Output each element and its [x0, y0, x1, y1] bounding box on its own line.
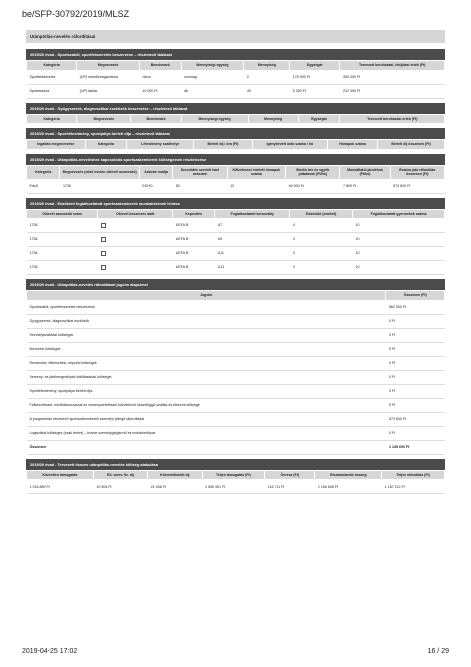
section-title: 2019/20 évad - Sportlétesítmény, sportpálya bérleti díja – részletező táblázat [26, 128, 445, 139]
table-cell: Felkészítéssel, edzőtáborozással az versenyeztetéssel közvetlenül összefüggő szállás és étkezés költsége [27, 398, 386, 412]
equipment-table [26, 60, 445, 99]
table-cell: 3 [290, 261, 353, 275]
table-row [27, 261, 445, 275]
table-cell: Sportszakői, sportfelszerelés beszerzése [27, 300, 386, 314]
column-header: Megnevezés (edző esetén oklevél azonosító) [60, 165, 139, 179]
column-header: Benchmark [131, 114, 181, 124]
section-title: 2019/20 évad - Sportszakői, sportfelszerelés beszerzése – részletező táblázat [26, 49, 445, 60]
table-cell: 1736 [27, 247, 98, 261]
column-header: Edzésidő (óra/hét) [290, 209, 353, 219]
table-cell: 10 [353, 261, 445, 275]
diploma-pending-cell [98, 233, 173, 247]
table-row [27, 84, 445, 98]
table-cell: 350 000 Ft [340, 70, 445, 84]
table-cell: Sporteszköz [27, 84, 77, 98]
table-header-row [27, 114, 445, 124]
column-header: Létesítmény szakhelye [127, 140, 194, 150]
table-cell: UEFA B [173, 247, 215, 261]
table-cell: 1 018 889 Ft [27, 480, 94, 494]
table-cell: 1736 [60, 179, 139, 193]
section-sport-equipment [26, 49, 445, 99]
column-header: Bérleti díj összesen (Ft) [378, 140, 445, 150]
section-facility-rental [26, 128, 445, 150]
table-cell: 3 [290, 247, 353, 261]
diploma-pending-checkbox[interactable] [101, 251, 106, 256]
table-row [27, 219, 445, 233]
table-cell: UEFA B [173, 233, 215, 247]
column-header: Mennyiségi egység [181, 114, 248, 124]
table-cell: 1 050 401 Ft [202, 480, 265, 494]
diploma-pending-cell [98, 247, 173, 261]
table-cell: U13 [215, 261, 290, 275]
column-header: Ell. szerv. fiz. díj [93, 470, 147, 480]
table-cell: EKHO [139, 179, 172, 193]
column-header: Mennyiség [244, 61, 290, 71]
table-cell: 10 000 Ft [139, 84, 181, 98]
medicine-table [26, 114, 445, 125]
column-header: Szerződés szerinti havi óraszám [173, 165, 227, 179]
column-header: Tervezett beruházási érték (Ft) [340, 114, 445, 124]
column-header: Igénybevett órák száma / hó [252, 140, 327, 150]
diploma-pending-checkbox[interactable] [101, 265, 106, 270]
table-cell: Sportlétesítmény, sportpálya bérleti díja [27, 384, 386, 398]
table-cell: A programban résztvevő sportszakemberek személyi jellegű ráfordításai [27, 412, 386, 426]
column-header: Mennyiségi egység [181, 61, 244, 71]
total-cost-table [26, 470, 445, 495]
column-header: Kategória [27, 114, 77, 124]
column-header: Kifizetéssel érintett hónapok száma [227, 165, 286, 179]
column-header: Képesítés [173, 209, 215, 219]
column-header: Kategória [27, 61, 77, 71]
column-header: Bérleti díj / óra (Ft) [194, 140, 253, 150]
column-header: Elszámolandó összeg [315, 470, 382, 480]
total-value: 1 135 600 Ft [386, 440, 445, 454]
diploma-pending-cell [98, 219, 173, 233]
table-cell: UEFA B [173, 219, 215, 233]
section-title: 2019/20 évad - Utánpótlás-neveléshez kapcsolódó sportszakemberek költségeinek részletezése [26, 154, 445, 165]
document-body [26, 30, 445, 498]
table-cell: 50 [173, 179, 227, 193]
table-row [27, 328, 445, 342]
table-row [27, 179, 445, 193]
section-total-costs [26, 459, 445, 495]
column-header: Megnevezés [77, 61, 140, 71]
section-title: 2019/20 évad - Edzőként foglalkoztatott sportszakemberek munkakörének leírása [26, 198, 445, 209]
footer-date: 2019-04-25 17:02 [22, 648, 78, 655]
column-header: Munkáltatói járulékok (Ft/hó) [340, 165, 390, 179]
column-header: Teljes támogatás (Ft) [202, 470, 265, 480]
table-header-row [27, 165, 445, 179]
column-header: Megnevezés [77, 114, 131, 124]
table-row [27, 426, 445, 440]
table-cell: 0 Ft [386, 342, 445, 356]
section-title: 2019/20 évad - Gyógyszerek, diagnosztikai eszközök beszerzése – részletező táblázat [26, 103, 445, 114]
table-cell: 0 Ft [386, 370, 445, 384]
table-cell: 1 167 112 Ft [382, 480, 445, 494]
rental-table [26, 139, 445, 150]
column-header: Közvetlen támogatás [27, 470, 94, 480]
column-header: Mennyiség [248, 114, 298, 124]
column-header: Összesen (Ft) [386, 291, 445, 301]
table-row [27, 370, 445, 384]
table-cell: 0 Ft [386, 314, 445, 328]
table-cell: 10 [353, 219, 445, 233]
table-cell: 21 008 Ft [148, 480, 202, 494]
table-cell: Gyógyszerek, diagnosztikai eszközök [27, 314, 386, 328]
document-id: be/SFP-30792/2019/MLSZ [22, 9, 130, 19]
column-header: Foglalkoztatott korosztály [215, 209, 290, 219]
table-row [27, 384, 445, 398]
coach-table [26, 209, 445, 276]
section-coach-roles [26, 198, 445, 276]
column-header: Egységár [298, 114, 340, 124]
column-header: Ingatlan megnevezése [27, 140, 86, 150]
table-header-row [27, 209, 445, 219]
column-header: Oklevél beszerzés alatt [98, 209, 173, 219]
staff-cost-table [26, 165, 445, 194]
column-header: Tervezett beruházási, felújítási érték (Ft) [340, 61, 445, 71]
table-cell: Sportfelszerelés [27, 70, 77, 84]
table-header-row [27, 61, 445, 71]
table-cell: Nevezési költségek [27, 342, 386, 356]
table-cell: 4 [290, 219, 353, 233]
table-row [27, 233, 445, 247]
section-medicine [26, 103, 445, 125]
column-header: Benchmark [139, 61, 181, 71]
table-row [27, 300, 445, 314]
table-cell: 1 156 608 Ft [315, 480, 382, 494]
table-row [27, 342, 445, 356]
table-cell: 1736 [27, 261, 98, 275]
table-cell: 0 Ft [386, 384, 445, 398]
column-header: Oklevél azonosító szám [27, 209, 98, 219]
table-cell: 3 [290, 233, 353, 247]
total-row [27, 440, 445, 454]
table-cell: 1736 [27, 233, 98, 247]
diploma-pending-checkbox[interactable] [101, 223, 106, 228]
column-header: Teljes ráfordítás (Ft) [382, 470, 445, 480]
diploma-pending-checkbox[interactable] [101, 237, 106, 242]
table-cell: Rendezési, felkészítési, képzési költségek [27, 356, 386, 370]
section-cost-titles [26, 279, 445, 455]
column-header: Egységár [290, 61, 340, 71]
table-cell: 2 [244, 70, 290, 84]
table-cell: nincs [139, 70, 181, 84]
column-header: Évadra jutó ráfordítás összesen (Ft) [390, 165, 444, 179]
column-header: Hónapok száma [327, 140, 377, 150]
table-cell: 562 000 Ft [386, 300, 445, 314]
column-header: Jogcím [27, 291, 386, 301]
table-header-row [27, 140, 445, 150]
table-cell: 175 000 Ft [290, 70, 340, 84]
table-cell: 10 [353, 247, 445, 261]
table-row [27, 398, 445, 412]
table-cell: Edző [27, 179, 60, 193]
table-cell: (UP) mérkőzésgarnitúra [77, 70, 140, 84]
table-cell: 0 Ft [386, 398, 445, 412]
table-cell: 0 Ft [386, 426, 445, 440]
section-title: 2019/20 évad - Tervezett összes utánpótlás-nevelés költség alakulása [26, 459, 445, 470]
table-row [27, 247, 445, 261]
table-row [27, 314, 445, 328]
table-row [27, 70, 445, 84]
cost-title-table [26, 290, 445, 455]
table-cell: 573 600 Ft [386, 412, 445, 426]
column-header: Kategória [85, 140, 127, 150]
table-cell: U7 [215, 219, 290, 233]
column-header: Önrész (Ft) [265, 470, 315, 480]
table-header-row [27, 470, 445, 480]
table-cell: 40 000 Ft [286, 179, 340, 193]
column-header: Adózás módja [139, 165, 172, 179]
table-cell: csomag [181, 70, 244, 84]
table-cell: 212 000 Ft [340, 84, 445, 98]
diploma-pending-cell [98, 261, 173, 275]
section-title: 2019/20 évad - Utánpótlás-nevelés ráfordításai jogcím alapcímei [26, 279, 445, 290]
table-row [27, 480, 445, 494]
page-number: 16 / 29 [427, 648, 449, 655]
table-cell: db [181, 84, 244, 98]
table-cell: Logisztikai költségek (csak bérlet) – kivéve személygépjármű és motorkerékpár [27, 426, 386, 440]
table-cell: 0 Ft [386, 328, 445, 342]
column-header: Foglalkoztatott gyermekek száma [353, 209, 445, 219]
table-cell: U9 [215, 233, 290, 247]
section-staff-costs [26, 154, 445, 194]
table-row [27, 412, 445, 426]
column-header: Bruttó bér és egyéb juttatások (Ft/hó) [286, 165, 340, 179]
table-cell: 0 Ft [386, 356, 445, 370]
table-cell: Személyszállítási költségek [27, 328, 386, 342]
table-cell: 1736 [27, 219, 98, 233]
page-title: Utánpótlás-nevelés ráfordításai [26, 30, 445, 43]
table-row [27, 356, 445, 370]
total-label: Összesen [27, 440, 386, 454]
column-header: Kategória [27, 165, 60, 179]
table-cell: (UP) labda [77, 84, 140, 98]
table-cell: 10 [353, 233, 445, 247]
table-cell: 5 300 Ft [290, 84, 340, 98]
table-cell: 573 600 Ft [390, 179, 444, 193]
table-cell: U11 [215, 247, 290, 261]
table-cell: 40 [244, 84, 290, 98]
table-cell: 10 504 Ft [93, 480, 147, 494]
table-header-row [27, 291, 445, 301]
table-cell: Verseny- és játékengedélyek kiállításának költségei [27, 370, 386, 384]
table-cell: 12 [227, 179, 286, 193]
table-cell: 7 800 Ft [340, 179, 390, 193]
table-cell: UEFA B [173, 261, 215, 275]
column-header: Közreműködői díj [148, 470, 202, 480]
table-cell: 116 711 Ft [265, 480, 315, 494]
